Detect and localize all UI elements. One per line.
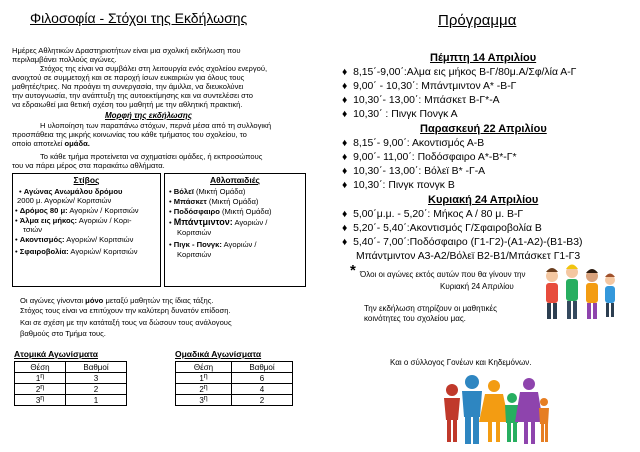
event-line-extra: Μπάντμιντον Α3-Α2/Βόλεϊ Β2-Β1/Μπάσκετ Γ1-Γ3 <box>356 251 581 262</box>
intro-line: να εδραιωθεί μια θετική σχέση του μαθητή με την αθλητική πρακτική. <box>12 100 243 109</box>
intro-line: περιλαμβάνει πολλούς αγώνες. <box>12 55 117 64</box>
athlo-item: • Μπάντμιντον: Αγοριών / <box>169 217 268 227</box>
athlo-item: • Ποδόσφαιρο (Μικτή Ομάδα) <box>169 207 272 216</box>
athlopaidies-box <box>164 173 306 287</box>
event-line: ♦ 8,15΄- 9,00΄: Ακοντισμός Α-Β <box>342 138 485 149</box>
table-header-row <box>15 362 127 373</box>
table-header-row <box>176 362 293 373</box>
header-cell: Θέση <box>176 362 232 373</box>
stivos-item: • Άλμα εις μήκος: Αγοριών / Κορι- <box>15 216 132 225</box>
children-group-icon <box>542 262 620 332</box>
event-line: ♦ 10,30΄: Πινγκ πονγκ Β <box>342 180 455 191</box>
left-panel <box>0 0 318 452</box>
morphe-line: του να πάρει μέρος στα παρακάτω αθλήματα. <box>12 161 165 170</box>
stivos-item-cont: 2000 μ. Αγοριών/ Κοριτσιών <box>17 196 112 205</box>
day-heading: Πέμπτη 14 Απριλίου <box>430 52 537 64</box>
event-line: ♦ 8,15΄-9,00΄:Αλμα εις μήκος Β-Γ/80μ.Α/Σφ/λία Α-Γ <box>342 67 577 78</box>
stivos-title: Στίβος <box>73 175 100 185</box>
header-cell: Βαθμοί <box>232 362 293 373</box>
rules-line: βαθμούς στο Τμήμα τους. <box>20 329 106 338</box>
intro-line: Στόχος της είναι να συμβάλει στη λειτουργία ενός σχολείου ενεργού, <box>40 64 268 73</box>
support-line: κοινότητες του σχολείου μας. <box>364 314 466 323</box>
team-title: Ομαδικά Αγωνίσματα <box>175 349 262 359</box>
athlo-item-cont: Κοριτσιών <box>177 250 212 259</box>
pos-cell: 2η <box>176 384 232 395</box>
table-row <box>176 384 293 395</box>
stivos-box <box>12 173 161 287</box>
header-cell: Θέση <box>15 362 66 373</box>
stivos-item: • Ακοντισμός: Αγοριών/ Κοριτσιών <box>15 235 134 244</box>
asterisk-icon: * <box>350 262 356 279</box>
event-line: ♦ 5,00΄μ.μ. - 5,20΄: Μήκος Α / 80 μ. Β-Γ <box>342 209 524 220</box>
athlo-item-cont: Κοριτσιών <box>177 228 212 237</box>
support-line: Την εκδήλωση στηρίζουν οι μαθητικές <box>364 304 497 313</box>
event-line: ♦ 9,00΄- 11,00΄: Ποδόσφαιρο Α*-Β*-Γ* <box>342 152 517 163</box>
note-line: Κυριακή 24 Απριλίου <box>440 282 514 291</box>
intro-line: μαθητές/τριες. Να προάγει τη συνεργασία, την άμιλλα, να διευκολύνει <box>12 82 244 91</box>
morphe-line: προσπάθεια της μικρής κοινωνίας του κάθε τμήματος του σχολείου, το <box>12 130 247 139</box>
morphe-line: Η υλοποίηση των παραπάνω στόχων, περνά μέσα από τη συλλογική <box>40 121 272 130</box>
table-row <box>15 395 127 406</box>
header-cell: Βαθμοί <box>66 362 127 373</box>
pos-cell: 3η <box>15 395 66 406</box>
event-line: ♦ 5,20΄- 5,40΄:Ακοντισμός Γ/Σφαιροβολία Β <box>342 223 542 234</box>
event-line: ♦ 10,30΄- 13,00΄: Μπάσκετ Β-Γ*-Α <box>342 95 500 106</box>
intro-line: ανοιχτού σε συμμετοχή και σε παροχή ίσων ευκαιριών για όλους τους <box>12 73 245 82</box>
pts-cell: 2 <box>232 395 293 406</box>
stivos-item: • Αγώνας Ανωμάλου δρόμου <box>19 187 123 196</box>
athlo-item: • Μπάσκετ (Μικτή Ομάδα) <box>169 197 259 206</box>
morphe-omada: ομάδα. <box>64 139 90 148</box>
individual-title: Ατομικά Αγωνίσματα <box>14 349 99 359</box>
pts-cell: 2 <box>66 384 127 395</box>
right-panel <box>320 0 640 452</box>
pos-cell: 2η <box>15 384 66 395</box>
table-row <box>15 384 127 395</box>
program-title: Πρόγραμμα <box>438 12 517 29</box>
table-row <box>176 373 293 384</box>
note-line: Όλοι οι αγώνες εκτός αυτών που θα γίνουν την <box>360 270 526 279</box>
stivos-item: • Δρόμος 80 μ: Αγοριών / Κοριτσιών <box>15 206 139 215</box>
rules-line: Και σε σχέση με την κατάταξή τους να δώσουν τους ανάλογους <box>20 318 232 327</box>
rules-line: Οι αγώνες γίνονται μόνο μεταξύ μαθητών της ίδιας τάξης. <box>20 296 214 305</box>
morphe-line <box>12 139 90 148</box>
day-heading: Κυριακή 24 Απριλίου <box>428 194 539 206</box>
event-line: ♦ 10,30΄- 13,00΄: Βόλεϊ Β* -Γ-Α <box>342 166 486 177</box>
pos-cell: 1η <box>15 373 66 384</box>
pos-cell: 3η <box>176 395 232 406</box>
athlo-item: • Βόλεϊ (Μικτή Ομάδα) <box>169 187 246 196</box>
pts-cell: 6 <box>232 373 293 384</box>
intro-line: Ημέρες Αθλητικών Δραστηριοτήτων είναι μια σχολική εκδήλωση που <box>12 46 241 55</box>
team-table <box>175 361 293 406</box>
morphe-line: Το κάθε τμήμα προτείνεται να σχηματίσει ομάδες, ή εκπροσώπους <box>40 152 263 161</box>
athlopaidies-title: Αθλοπαιδιές <box>210 175 260 185</box>
event-line: ♦ 9,00΄ - 10,30΄: Μπάντμιντον Α* -Β-Γ <box>342 81 517 92</box>
morphe-line-start: οποίο αποτελεί <box>12 139 63 148</box>
intro-line: την αυτογνωσία, την ανάπτυξη της αυτοεκτίμησης και να συντελέσει στο <box>12 91 253 100</box>
rules-line: Στόχος τους είναι να επιτύχουν την καλύτερη δυνατόν επίδοση. <box>20 306 231 315</box>
pts-cell: 1 <box>66 395 127 406</box>
pts-cell: 3 <box>66 373 127 384</box>
day-heading: Παρασκευή 22 Απριλίου <box>420 123 547 135</box>
athlo-item: • Πιγκ - Πονγκ: Αγοριών / <box>169 240 257 249</box>
event-line: ♦ 10,30΄ : Πινγκ Πονγκ Α <box>342 109 458 120</box>
pts-cell: 4 <box>232 384 293 395</box>
left-title: Φιλοσοφία - Στόχοι της Εκδήλωσης <box>30 10 248 26</box>
individual-table <box>14 361 127 406</box>
table-row <box>15 373 127 384</box>
thanks-line: Και ο σύλλογος Γονέων και Κηδεμόνων. <box>390 358 532 367</box>
morphe-title: Μορφή της εκδήλωσης <box>105 111 193 120</box>
stivos-item: • Σφαιροβολία: Αγοριών/ Κοριτσιών <box>15 247 138 256</box>
table-row <box>176 395 293 406</box>
pos-cell: 1η <box>176 373 232 384</box>
stivos-item-cont: τσιών <box>23 225 42 234</box>
family-silhouettes-icon <box>440 372 550 446</box>
event-line: ♦ 5,40΄- 7,00΄:Ποδόσφαιρο (Γ1-Γ2)-(Α1-Α2)-(Β1-Β3) <box>342 237 583 248</box>
